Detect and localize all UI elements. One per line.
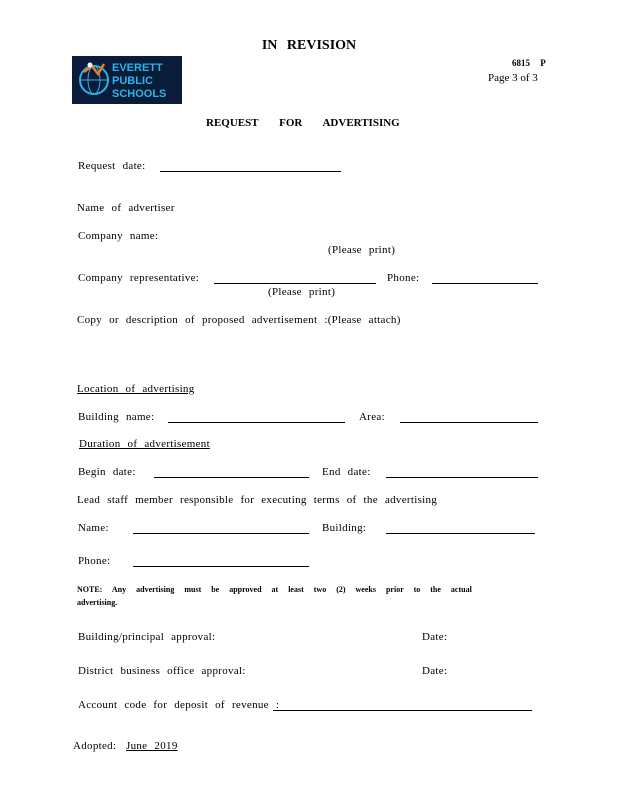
staff-building-field[interactable] xyxy=(386,533,535,534)
form-title: REQUEST FOR ADVERTISING xyxy=(206,117,400,129)
account-code-label: Account code for deposit of revenue : xyxy=(78,699,280,711)
principal-approval-date-label: Date: xyxy=(422,631,448,643)
staff-phone-field[interactable] xyxy=(133,566,309,567)
duration-heading: Duration of advertisement xyxy=(79,438,210,450)
name-of-advertiser-label: Name of advertiser xyxy=(77,202,175,214)
copy-description-label: Copy or description of proposed advertisement :(Please attach) xyxy=(77,314,401,326)
request-date-label: Request date: xyxy=(78,160,146,172)
everett-public-schools-logo xyxy=(72,56,182,104)
begin-date-field[interactable] xyxy=(154,477,309,478)
company-representative-field[interactable] xyxy=(214,283,376,284)
logo-word-3: SCHOOLS xyxy=(112,88,167,100)
request-date-field[interactable] xyxy=(160,171,341,172)
begin-date-label: Begin date: xyxy=(78,466,136,478)
company-representative-label: Company representative: xyxy=(78,272,200,284)
page-number: Page 3 of 3 xyxy=(488,72,538,84)
lead-staff-label: Lead staff member responsible for executing terms of the advertising xyxy=(77,494,438,506)
staff-name-label: Name: xyxy=(78,522,109,534)
end-date-field[interactable] xyxy=(386,477,538,478)
end-date-label: End date: xyxy=(322,466,371,478)
please-print-hint: (Please print) xyxy=(328,244,396,256)
location-heading: Location of advertising xyxy=(77,383,195,395)
logo-word-2: PUBLIC xyxy=(112,75,153,87)
phone-label: Phone: xyxy=(387,272,420,284)
approval-note-continued: advertising. xyxy=(77,598,118,607)
district-approval-label: District business office approval: xyxy=(78,665,246,677)
staff-name-field[interactable] xyxy=(133,533,309,534)
account-code-field[interactable] xyxy=(273,710,532,711)
company-name-label: Company name: xyxy=(78,230,159,242)
district-approval-date-label: Date: xyxy=(422,665,448,677)
policy-number: 6815 P xyxy=(512,58,546,68)
approval-note: NOTE: Any advertising must be approved at least two (2) weeks prior to the actual xyxy=(77,585,472,594)
area-label: Area: xyxy=(359,411,385,423)
staff-phone-label: Phone: xyxy=(78,555,111,567)
building-name-field[interactable] xyxy=(168,422,345,423)
representative-phone-field[interactable] xyxy=(432,283,538,284)
please-print-hint: (Please print) xyxy=(268,286,336,298)
logo-word-1: EVERETT xyxy=(112,62,163,74)
logo-graphic xyxy=(72,56,182,104)
document-status-title: IN REVISION xyxy=(261,38,357,53)
staff-building-label: Building: xyxy=(322,522,367,534)
area-field[interactable] xyxy=(400,422,538,423)
adopted-date: June 2019 xyxy=(126,740,178,752)
adopted-label: Adopted: xyxy=(73,740,117,752)
building-name-label: Building name: xyxy=(78,411,155,423)
principal-approval-label: Building/principal approval: xyxy=(78,631,216,643)
